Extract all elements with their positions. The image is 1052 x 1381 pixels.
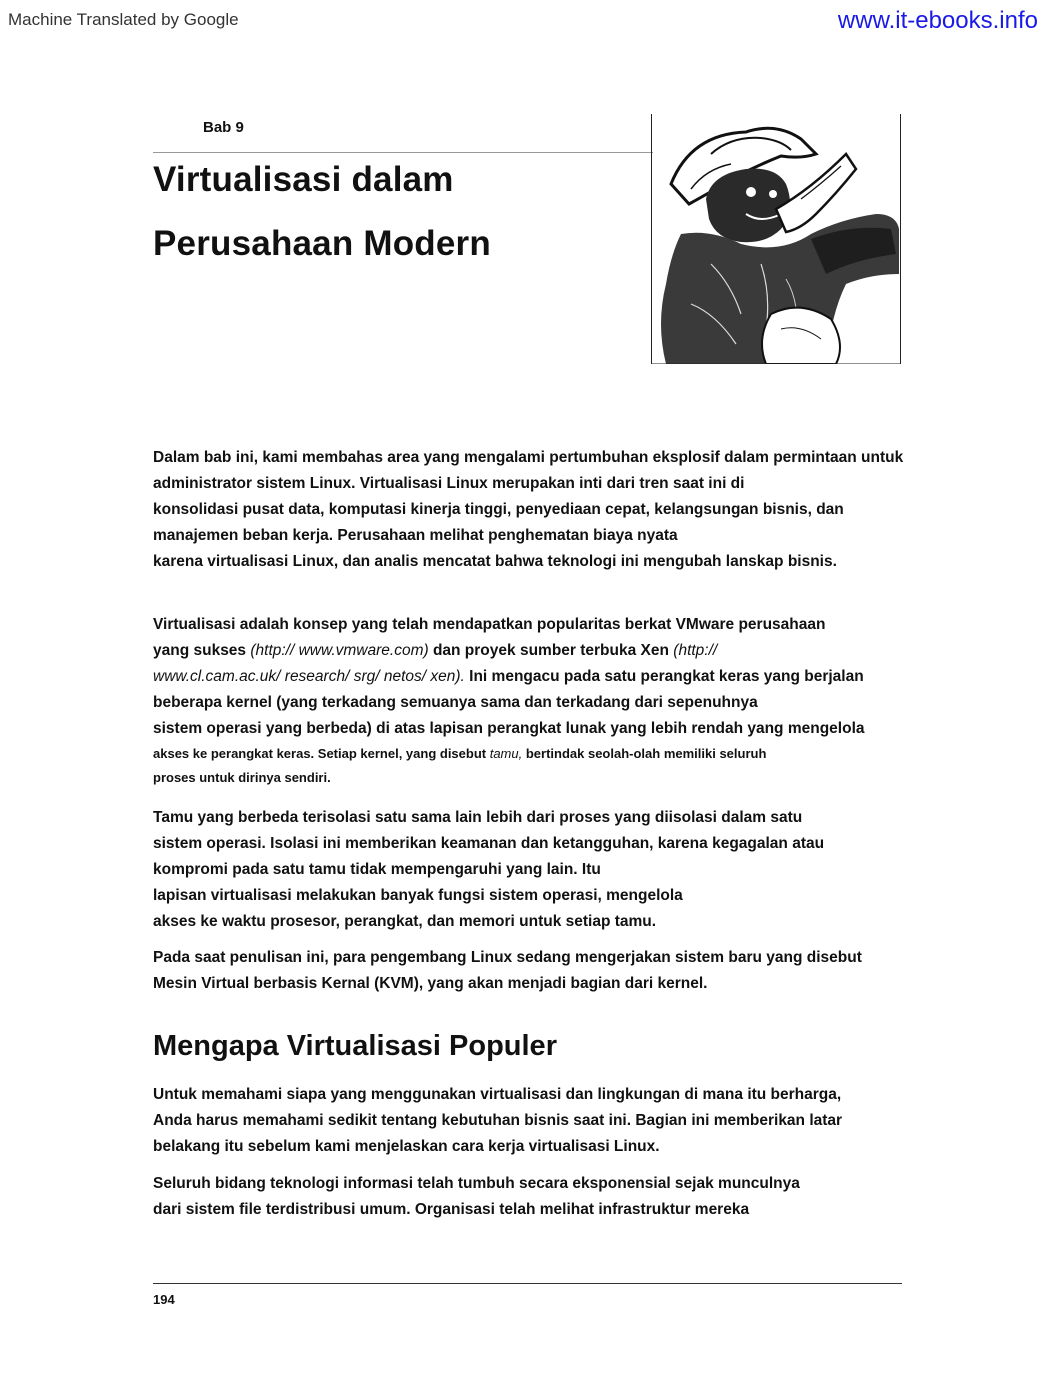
paragraph-line: sistem operasi yang berbeda) di atas lapisan perangkat lunak yang lebih rendah yang mengelola [153, 720, 865, 737]
text-run: yang sukses [153, 642, 251, 659]
isolation-paragraph [153, 805, 983, 935]
chapter-title-line-1: Virtualisasi dalam [153, 160, 454, 199]
text-run: Ini mengacu pada satu perangkat keras yang berjalan [464, 668, 864, 685]
site-link[interactable]: www.it-ebooks.info [837, 7, 1038, 34]
paragraph-line [153, 742, 983, 766]
intro-line: administrator sistem Linux. Virtualisasi Linux merupakan inti dari tren saat ini di [153, 475, 745, 492]
intro-line: konsolidasi pusat data, komputasi kinerja tinggi, penyediaan cepat, kelangsungan bisnis, dan [153, 501, 844, 518]
paragraph-line: beberapa kernel (yang terkadang semuanya sama dan terkadang dari sepenuhnya [153, 694, 758, 711]
page-number: 194 [153, 1292, 175, 1307]
xen-url-start: (http:// [673, 642, 718, 659]
chapter-label: Bab 9 [203, 119, 244, 136]
chapter-title-line-2: Perusahaan Modern [153, 224, 491, 263]
paragraph-line [153, 638, 983, 664]
vmware-url: (http:// www.vmware.com) [250, 642, 429, 659]
translation-note: Machine Translated by Google [8, 10, 239, 29]
paragraph-line: Seluruh bidang teknologi informasi telah tumbuh secara eksponensial sejak munculnya [153, 1175, 800, 1192]
paragraph-line: Anda harus memahami sedikit tentang kebutuhan bisnis saat ini. Bagian ini memberikan latar [153, 1112, 843, 1129]
paragraph-line: belakang itu sebelum kami menjelaskan cara kerja virtualisasi Linux. [153, 1138, 660, 1155]
chapter-illustration [651, 114, 901, 364]
text-run: bertindak seolah-olah memiliki seluruh [522, 746, 767, 761]
paragraph-line: kompromi pada satu tamu tidak mempengaruhi yang lain. Itu [153, 861, 601, 878]
paragraph-line: Tamu yang berbeda terisolasi satu sama lain lebih dari proses yang diisolasi dalam satu [153, 809, 803, 826]
paragraph-line: sistem operasi. Isolasi ini memberikan keamanan dan ketangguhan, karena kegagalan atau [153, 835, 825, 852]
paragraph-line: Virtualisasi adalah konsep yang telah mendapatkan popularitas berkat VMware perusahaan [153, 616, 826, 633]
footer-rule [153, 1283, 902, 1284]
paragraph-line: akses ke waktu prosesor, perangkat, dan memori untuk setiap tamu. [153, 913, 657, 930]
chapter-rule [153, 152, 653, 153]
virtualization-paragraph [153, 612, 983, 790]
section-heading: Mengapa Virtualisasi Populer [153, 1030, 557, 1062]
text-run: dan proyek sumber terbuka Xen [428, 642, 674, 659]
xen-url-end: www.cl.cam.ac.uk/ research/ srg/ netos/ xen). [153, 668, 465, 685]
paragraph-line: Pada saat penulisan ini, para pengembang Linux sedang mengerjakan sistem baru yang disebut [153, 949, 862, 966]
it-growth-paragraph [153, 1171, 983, 1223]
intro-line: Dalam bab ini, kami membahas area yang mengalami pertumbuhan eksplosif dalam permintaan untuk [153, 449, 904, 466]
kvm-paragraph [153, 945, 983, 997]
paragraph-line: Mesin Virtual berbasis Kernal (KVM), yang akan menjadi bagian dari kernel. [153, 975, 708, 992]
intro-paragraph [153, 445, 983, 575]
paragraph-line: dari sistem file terdistribusi umum. Organisasi telah melihat infrastruktur mereka [153, 1201, 750, 1218]
intro-line: manajemen beban kerja. Perusahaan melihat penghematan biaya nyata [153, 527, 678, 544]
text-run: akses ke perangkat keras. Setiap kernel, yang disebut [153, 746, 490, 761]
intro-line: karena virtualisasi Linux, dan analis mencatat bahwa teknologi ini mengubah lanskap bisnis. [153, 553, 837, 570]
paragraph-line [153, 664, 983, 690]
paragraph-line: proses untuk dirinya sendiri. [153, 770, 331, 785]
paragraph-line: lapisan virtualisasi melakukan banyak fungsi sistem operasi, mengelola [153, 887, 683, 904]
business-needs-paragraph [153, 1082, 983, 1160]
paragraph-line: Untuk memahami siapa yang menggunakan virtualisasi dan lingkungan di mana itu berharga, [153, 1086, 842, 1103]
guest-term: tamu, [489, 746, 523, 761]
